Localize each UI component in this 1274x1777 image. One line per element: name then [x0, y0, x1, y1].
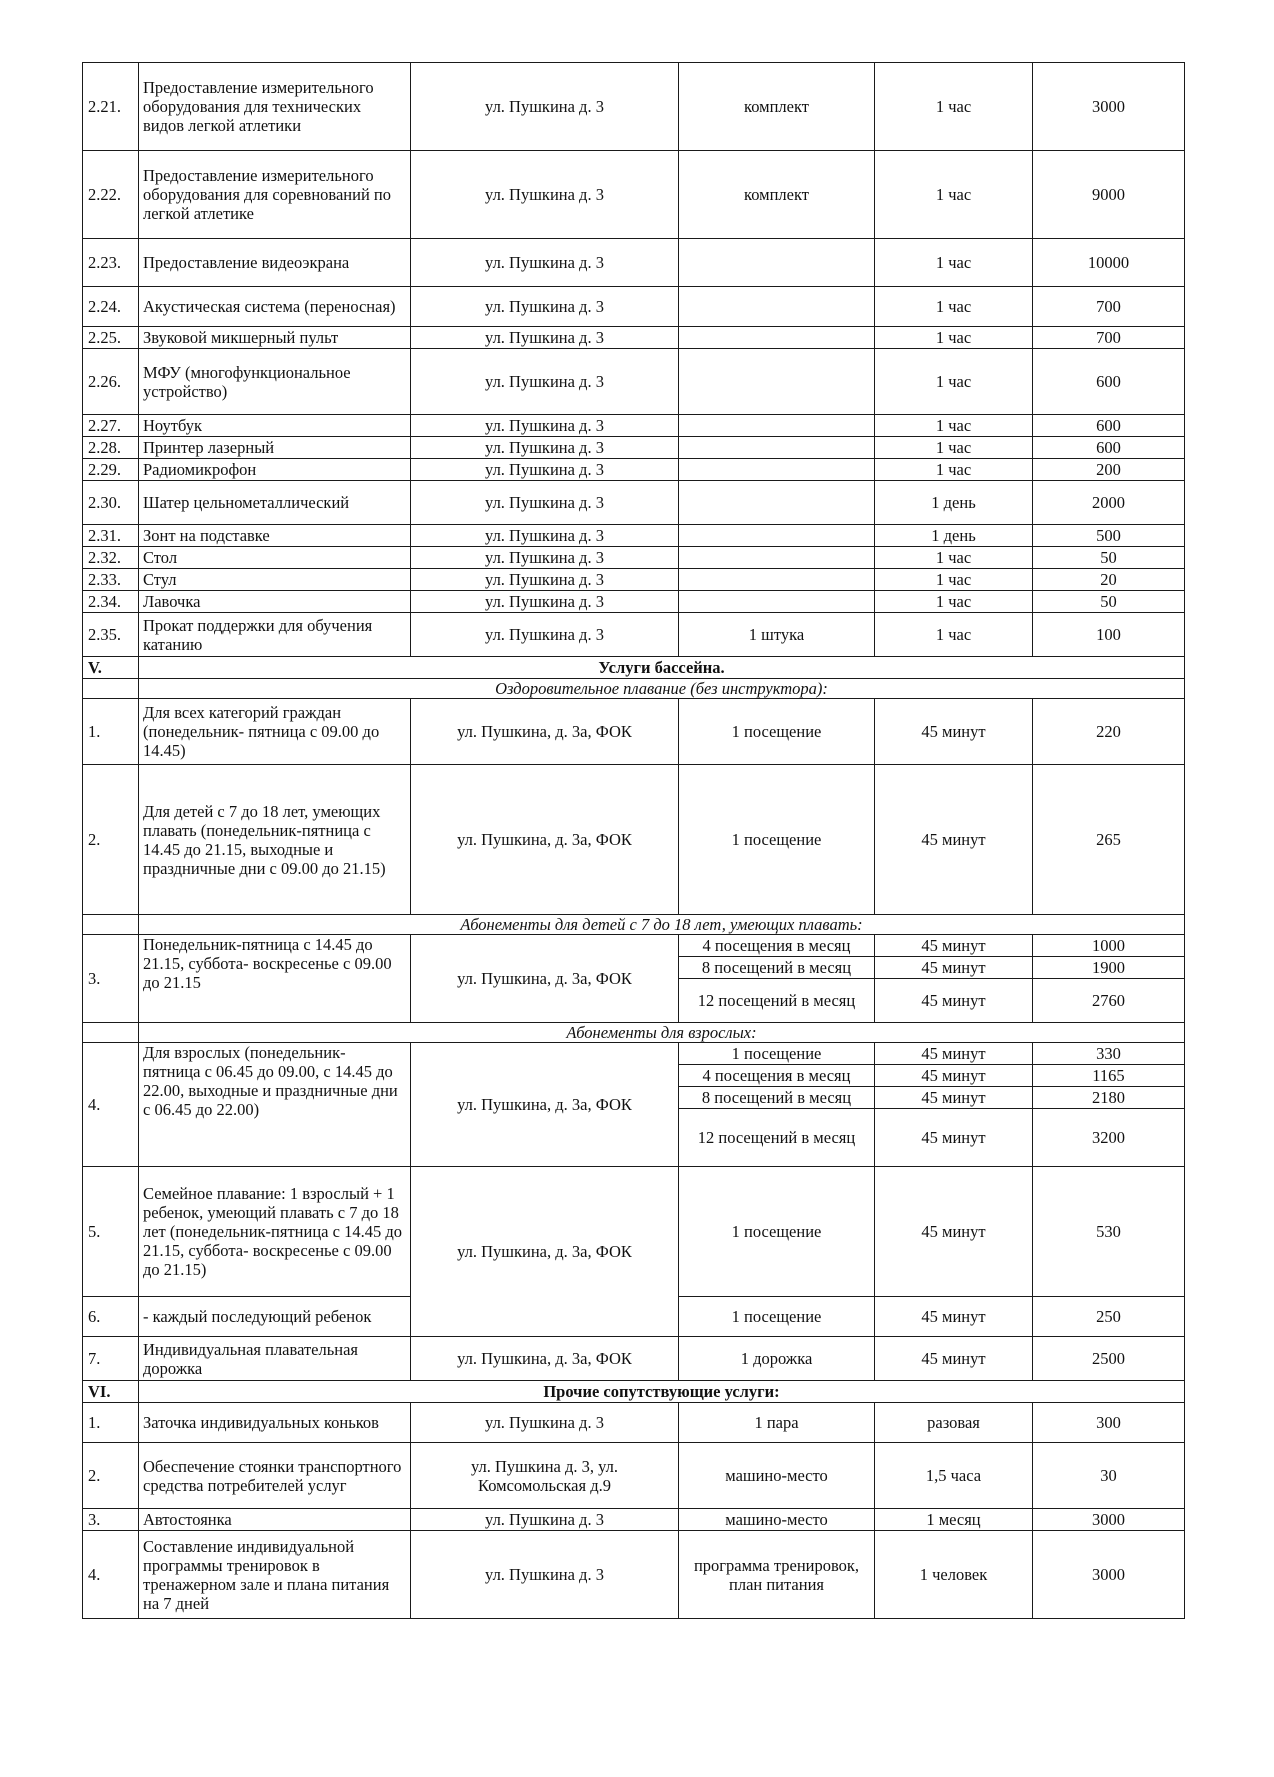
service-duration: 1 месяц — [875, 1509, 1033, 1531]
service-address: ул. Пушкина д. 3 — [411, 459, 679, 481]
table-row — [83, 547, 1185, 569]
service-unit: 12 посещений в месяц — [679, 1109, 875, 1167]
service-name: Принтер лазерный — [139, 437, 411, 459]
service-address: ул. Пушкина д. 3 — [411, 525, 679, 547]
service-unit: 12 посещений в месяц — [679, 979, 875, 1023]
service-address: ул. Пушкина д. 3 — [411, 569, 679, 591]
service-name: Стул — [139, 569, 411, 591]
service-duration: 45 минут — [875, 1109, 1033, 1167]
service-duration: 1 час — [875, 415, 1033, 437]
service-unit: машино-место — [679, 1509, 875, 1531]
table-row — [83, 1043, 1185, 1065]
row-number: 2. — [83, 765, 139, 915]
service-price: 2180 — [1033, 1087, 1185, 1109]
service-name: Автостоянка — [139, 1509, 411, 1531]
service-unit — [679, 459, 875, 481]
row-number: 2. — [83, 1443, 139, 1509]
table-row — [83, 327, 1185, 349]
service-duration: 1 день — [875, 525, 1033, 547]
row-number: 4. — [83, 1043, 139, 1167]
service-price: 600 — [1033, 437, 1185, 459]
row-number: 2.30. — [83, 481, 139, 525]
service-duration: 45 минут — [875, 1167, 1033, 1297]
section-title: Услуги бассейна. — [139, 657, 1185, 679]
row-number: 7. — [83, 1337, 139, 1381]
service-price: 2000 — [1033, 481, 1185, 525]
service-unit — [679, 569, 875, 591]
table-row — [83, 569, 1185, 591]
row-number: 2.22. — [83, 151, 139, 239]
other-rows — [83, 1403, 1185, 1619]
table-row — [83, 1337, 1185, 1381]
table-row — [83, 239, 1185, 287]
row-number: 2.26. — [83, 349, 139, 415]
section-header-row — [83, 657, 1185, 679]
service-price: 1000 — [1033, 935, 1185, 957]
service-duration: 45 минут — [875, 1337, 1033, 1381]
service-duration: 45 минут — [875, 765, 1033, 915]
service-price: 330 — [1033, 1043, 1185, 1065]
table-row — [83, 1443, 1185, 1509]
row-number: 3. — [83, 1509, 139, 1531]
service-duration: 45 минут — [875, 699, 1033, 765]
service-price: 700 — [1033, 327, 1185, 349]
subheader-row — [83, 679, 1185, 699]
service-duration: 1 час — [875, 613, 1033, 657]
service-unit: 1 посещение — [679, 1043, 875, 1065]
service-price: 3000 — [1033, 1531, 1185, 1619]
price-table — [82, 62, 1185, 1619]
service-name: Индивидуальная плавательная дорожка — [139, 1337, 411, 1381]
service-unit: 1 штука — [679, 613, 875, 657]
family-swimming — [83, 1167, 1185, 1381]
service-price: 20 — [1033, 569, 1185, 591]
service-name: Семейное плавание: 1 взрослый + 1 ребенок, умеющий плавать с 7 до 18 лет (понедельник-пятница с 14.45 до 21.15, суббота- воскресенье с 09.00 до 21.15) — [139, 1167, 411, 1297]
service-price: 2500 — [1033, 1337, 1185, 1381]
row-number: 2.25. — [83, 327, 139, 349]
service-address: ул. Пушкина д. 3 — [411, 151, 679, 239]
service-duration: 45 минут — [875, 1065, 1033, 1087]
service-price: 700 — [1033, 287, 1185, 327]
service-price: 600 — [1033, 415, 1185, 437]
section-title: Прочие сопутствующие услуги: — [139, 1381, 1185, 1403]
service-unit: 1 посещение — [679, 699, 875, 765]
service-address: ул. Пушкина д. 3 — [411, 547, 679, 569]
service-price: 500 — [1033, 525, 1185, 547]
service-price: 300 — [1033, 1403, 1185, 1443]
service-name: Для всех категорий граждан (понедельник- пятница с 09.00 до 14.45) — [139, 699, 411, 765]
service-address: ул. Пушкина д. 3, ул. Комсомольская д.9 — [411, 1443, 679, 1509]
service-duration: 1 человек — [875, 1531, 1033, 1619]
service-duration: 1 час — [875, 287, 1033, 327]
service-price: 50 — [1033, 547, 1185, 569]
service-address: ул. Пушкина д. 3 — [411, 63, 679, 151]
row-number: 2.32. — [83, 547, 139, 569]
pool-section — [83, 657, 1185, 699]
service-duration: 1 час — [875, 437, 1033, 459]
service-duration: 1 день — [875, 481, 1033, 525]
service-unit: программа тренировок, план питания — [679, 1531, 875, 1619]
subheader-health-swimming: Оздоровительное плавание (без инструктора): — [139, 679, 1185, 699]
service-address: ул. Пушкина, д. 3а, ФОК — [411, 1167, 679, 1337]
service-unit: машино-место — [679, 1443, 875, 1509]
service-unit: 1 посещение — [679, 1297, 875, 1337]
table-row — [83, 591, 1185, 613]
service-name: Предоставление видеоэкрана — [139, 239, 411, 287]
service-address: ул. Пушкина д. 3 — [411, 613, 679, 657]
service-unit — [679, 481, 875, 525]
table-row — [83, 459, 1185, 481]
service-address: ул. Пушкина д. 3 — [411, 437, 679, 459]
service-address: ул. Пушкина, д. 3а, ФОК — [411, 935, 679, 1023]
service-address: ул. Пушкина д. 3 — [411, 349, 679, 415]
service-name: Лавочка — [139, 591, 411, 613]
service-price: 1165 — [1033, 1065, 1185, 1087]
subheader-row — [83, 915, 1185, 935]
row-number: 6. — [83, 1297, 139, 1337]
service-price: 9000 — [1033, 151, 1185, 239]
service-name: МФУ (многофункциональное устройство) — [139, 349, 411, 415]
service-address: ул. Пушкина д. 3 — [411, 415, 679, 437]
table-row — [83, 287, 1185, 327]
row-number: 1. — [83, 1403, 139, 1443]
service-unit: 1 дорожка — [679, 1337, 875, 1381]
service-price: 600 — [1033, 349, 1185, 415]
service-name: Прокат поддержки для обучения катанию — [139, 613, 411, 657]
service-unit — [679, 415, 875, 437]
service-duration: 1,5 часа — [875, 1443, 1033, 1509]
service-duration: 45 минут — [875, 1043, 1033, 1065]
row-number: 2.31. — [83, 525, 139, 547]
service-unit — [679, 327, 875, 349]
service-name: Предоставление измерительного оборудования для технических видов легкой атлетики — [139, 63, 411, 151]
service-name: Обеспечение стоянки транспортного средства потребителей услуг — [139, 1443, 411, 1509]
service-unit: 4 посещения в месяц — [679, 935, 875, 957]
service-name: Ноутбук — [139, 415, 411, 437]
service-address: ул. Пушкина, д. 3а, ФОК — [411, 699, 679, 765]
table-row — [83, 63, 1185, 151]
table-row — [83, 613, 1185, 657]
service-unit — [679, 525, 875, 547]
row-number: 3. — [83, 935, 139, 1023]
row-number: 2.29. — [83, 459, 139, 481]
table-row — [83, 699, 1185, 765]
table-row — [83, 481, 1185, 525]
service-unit — [679, 287, 875, 327]
service-unit: 1 посещение — [679, 1167, 875, 1297]
service-unit: 1 пара — [679, 1403, 875, 1443]
service-price: 220 — [1033, 699, 1185, 765]
service-unit — [679, 239, 875, 287]
service-address: ул. Пушкина д. 3 — [411, 239, 679, 287]
service-name: Для детей с 7 до 18 лет, умеющих плавать (понедельник-пятница с 14.45 до 21.15, выходные и праздничные дни с 09.00 до 21.15) — [139, 765, 411, 915]
service-unit: 8 посещений в месяц — [679, 957, 875, 979]
table-row — [83, 1531, 1185, 1619]
service-unit: 1 посещение — [679, 765, 875, 915]
table-row — [83, 1167, 1185, 1297]
service-duration: 1 час — [875, 151, 1033, 239]
service-duration: 45 минут — [875, 957, 1033, 979]
table-row — [83, 765, 1185, 915]
subheader-kids-subscriptions: Абонементы для детей с 7 до 18 лет, умеющих плавать: — [139, 915, 1185, 935]
service-name: Радиомикрофон — [139, 459, 411, 481]
service-duration: 1 час — [875, 327, 1033, 349]
service-price: 100 — [1033, 613, 1185, 657]
row-number: 5. — [83, 1167, 139, 1297]
service-name: Понедельник-пятница с 14.45 до 21.15, суббота- воскресенье с 09.00 до 21.15 — [139, 935, 411, 1023]
service-price: 1900 — [1033, 957, 1185, 979]
section-header-row — [83, 1381, 1185, 1403]
service-unit: 8 посещений в месяц — [679, 1087, 875, 1109]
service-duration: 1 час — [875, 63, 1033, 151]
subheader-adult-subscriptions: Абонементы для взрослых: — [139, 1023, 1185, 1043]
adult-subscriptions — [83, 1023, 1185, 1167]
service-duration: 1 час — [875, 569, 1033, 591]
service-duration: 1 час — [875, 349, 1033, 415]
service-address: ул. Пушкина д. 3 — [411, 1403, 679, 1443]
service-name: Шатер цельнометаллический — [139, 481, 411, 525]
service-name: Заточка индивидуальных коньков — [139, 1403, 411, 1443]
service-address: ул. Пушкина, д. 3а, ФОК — [411, 1043, 679, 1167]
service-duration: разовая — [875, 1403, 1033, 1443]
row-number: 2.35. — [83, 613, 139, 657]
service-price: 3000 — [1033, 1509, 1185, 1531]
service-price: 250 — [1033, 1297, 1185, 1337]
row-number: 2.27. — [83, 415, 139, 437]
table-row — [83, 1403, 1185, 1443]
service-address: ул. Пушкина, д. 3а, ФОК — [411, 1337, 679, 1381]
service-duration: 1 час — [875, 239, 1033, 287]
kids-subscriptions — [83, 915, 1185, 1023]
service-price: 50 — [1033, 591, 1185, 613]
service-address: ул. Пушкина д. 3 — [411, 327, 679, 349]
service-duration: 45 минут — [875, 1087, 1033, 1109]
service-price: 3200 — [1033, 1109, 1185, 1167]
service-price: 200 — [1033, 459, 1185, 481]
row-number: 2.24. — [83, 287, 139, 327]
pool-rows — [83, 699, 1185, 915]
table-row — [83, 1509, 1185, 1531]
service-unit: 4 посещения в месяц — [679, 1065, 875, 1087]
row-number: 2.28. — [83, 437, 139, 459]
service-price: 2760 — [1033, 979, 1185, 1023]
equipment-rows — [83, 63, 1185, 657]
service-price: 265 — [1033, 765, 1185, 915]
service-duration: 1 час — [875, 459, 1033, 481]
service-unit — [679, 437, 875, 459]
service-address: ул. Пушкина д. 3 — [411, 591, 679, 613]
table-row — [83, 525, 1185, 547]
service-price: 10000 — [1033, 239, 1185, 287]
service-name: Стол — [139, 547, 411, 569]
service-price: 3000 — [1033, 63, 1185, 151]
table-row — [83, 415, 1185, 437]
service-address: ул. Пушкина д. 3 — [411, 1531, 679, 1619]
row-number: 2.33. — [83, 569, 139, 591]
section-number: VI. — [83, 1381, 139, 1403]
service-name: Зонт на подставке — [139, 525, 411, 547]
service-name: Акустическая система (переносная) — [139, 287, 411, 327]
row-number: 1. — [83, 699, 139, 765]
other-services-section — [83, 1381, 1185, 1403]
service-name: Составление индивидуальной программы тренировок в тренажерном зале и плана питания на 7 дней — [139, 1531, 411, 1619]
service-address: ул. Пушкина д. 3 — [411, 481, 679, 525]
service-name: Звуковой микшерный пульт — [139, 327, 411, 349]
service-unit: комплект — [679, 151, 875, 239]
service-duration: 1 час — [875, 547, 1033, 569]
table-row — [83, 935, 1185, 957]
table-row — [83, 437, 1185, 459]
row-number: 2.34. — [83, 591, 139, 613]
price-list-document — [82, 62, 1184, 1619]
service-price: 530 — [1033, 1167, 1185, 1297]
service-unit — [679, 591, 875, 613]
service-price: 30 — [1033, 1443, 1185, 1509]
row-number: 4. — [83, 1531, 139, 1619]
service-duration: 45 минут — [875, 935, 1033, 957]
subheader-row — [83, 1023, 1185, 1043]
service-unit — [679, 547, 875, 569]
row-number: 2.21. — [83, 63, 139, 151]
service-unit — [679, 349, 875, 415]
table-row — [83, 349, 1185, 415]
section-number: V. — [83, 657, 139, 679]
service-address: ул. Пушкина, д. 3а, ФОК — [411, 765, 679, 915]
service-unit: комплект — [679, 63, 875, 151]
service-address: ул. Пушкина д. 3 — [411, 287, 679, 327]
service-name: Для взрослых (понедельник- пятница с 06.45 до 09.00, с 14.45 до 22.00, выходные и праздничные дни с 06.45 до 22.00) — [139, 1043, 411, 1167]
row-number: 2.23. — [83, 239, 139, 287]
service-name: Предоставление измерительного оборудования для соревнований по легкой атлетике — [139, 151, 411, 239]
service-address: ул. Пушкина д. 3 — [411, 1509, 679, 1531]
service-name: - каждый последующий ребенок — [139, 1297, 411, 1337]
service-duration: 1 час — [875, 591, 1033, 613]
service-duration: 45 минут — [875, 1297, 1033, 1337]
table-row — [83, 151, 1185, 239]
service-duration: 45 минут — [875, 979, 1033, 1023]
